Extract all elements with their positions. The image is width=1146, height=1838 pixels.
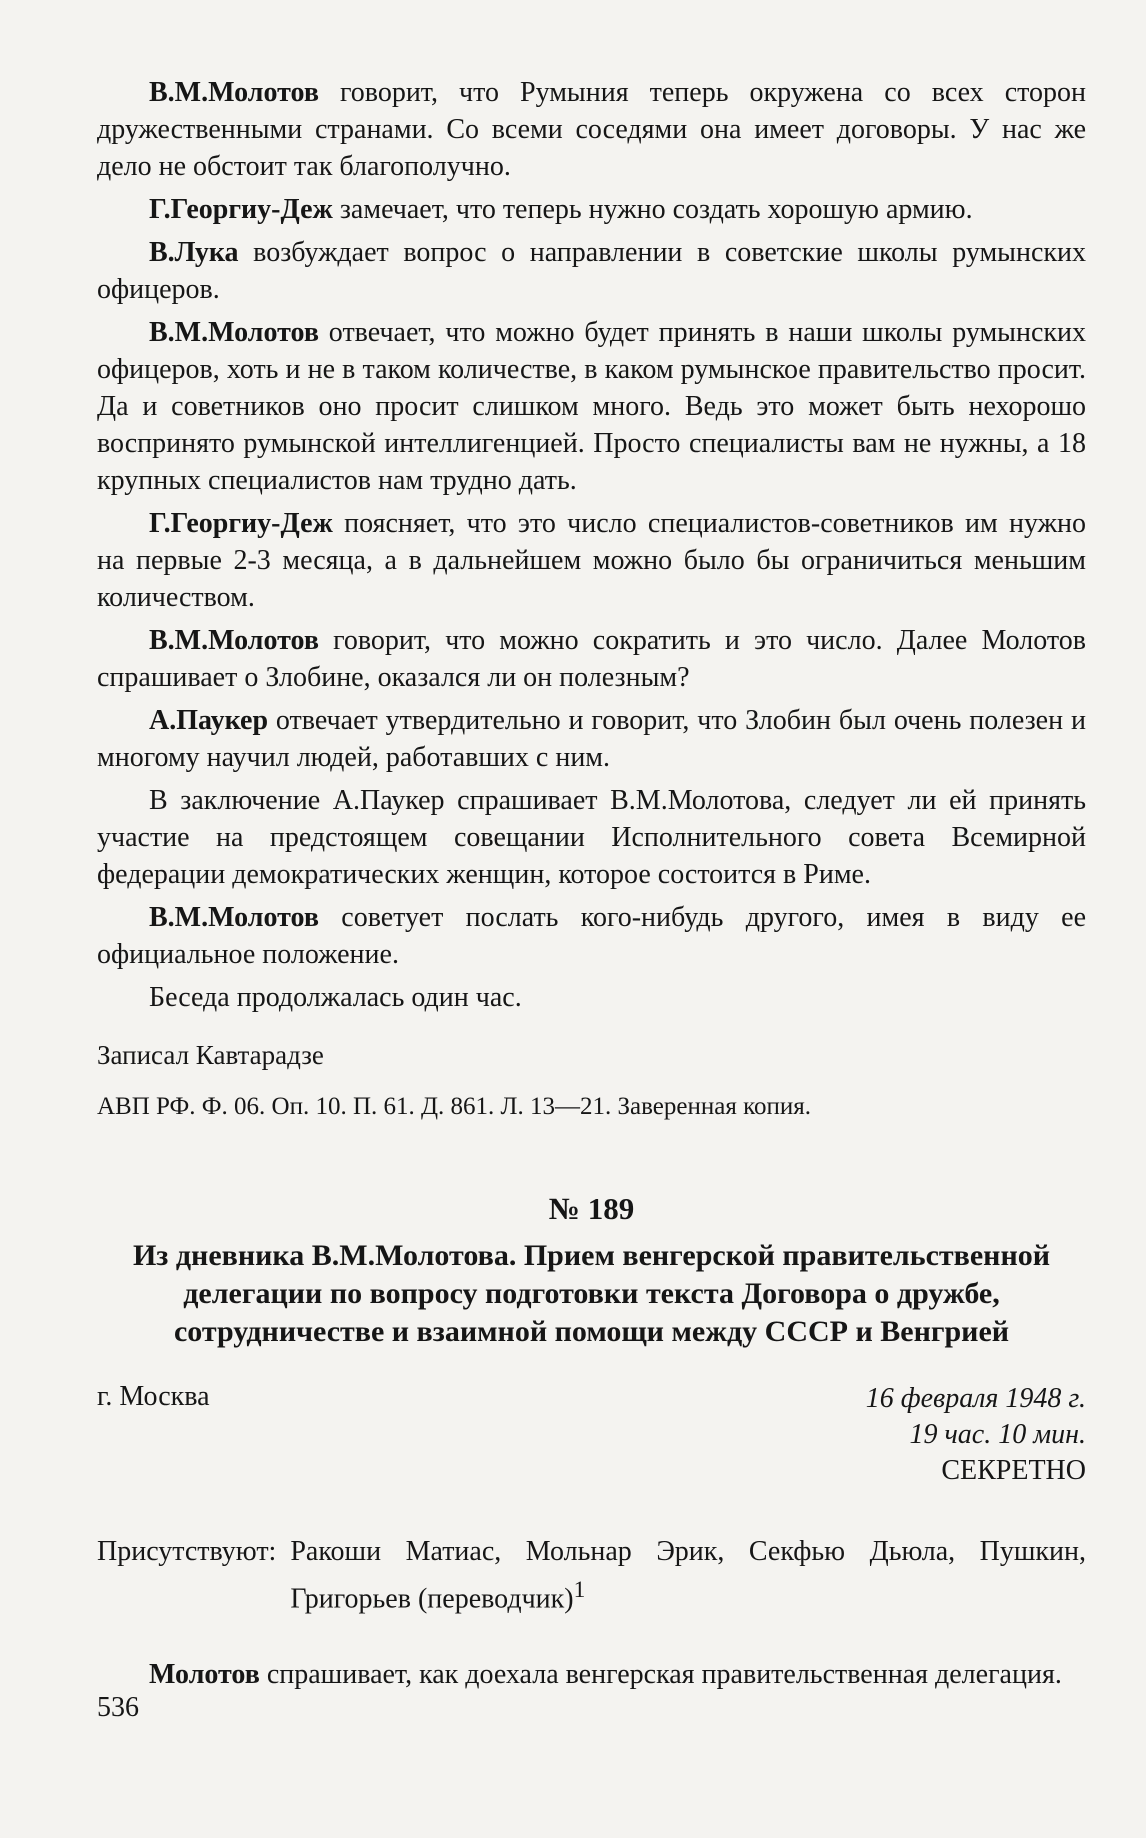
document-number: № 189 — [548, 1191, 635, 1226]
speaker-name: Г.Георгиу-Деж — [149, 194, 333, 225]
paragraph-text: спрашивает, как доехала венгерская правительственная делегация. — [259, 1659, 1062, 1691]
document-title: Из дневника В.М.Молотова. Прием венгерской правительственной делегации по вопросу подготовки текста Договора о дружбе, сотрудничестве и взаимной помощи между СССР и Венгрией — [132, 1239, 1051, 1348]
speaker-name: А.Паукер — [149, 705, 269, 736]
paragraph-text: возбуждает вопрос о направлении в советские школы румынских офицеров. — [97, 237, 1086, 305]
closing-text — [97, 1656, 1086, 1693]
speaker-name: В.М.Молотов — [149, 625, 319, 656]
footnote-marker: 1 — [573, 1577, 586, 1603]
paragraph — [97, 782, 1086, 893]
attendees-list: Ракоши Матиас, Мольнар Эрик, Секфью Дьюла, Пушкин, Григорьев (переводчик) — [290, 1536, 1086, 1615]
paragraph — [97, 74, 1086, 185]
speaker-name: В.М.Молотов — [149, 317, 319, 348]
speaker-name: В.Лука — [149, 237, 239, 268]
recorder-note: Записал Кавтарадзе — [97, 1040, 324, 1070]
paragraph — [97, 191, 1086, 228]
speaker-name: Г.Георгиу-Деж — [149, 508, 333, 539]
paragraph — [97, 899, 1086, 973]
paragraph — [97, 505, 1086, 616]
paragraph-text: говорит, что Румыния теперь окружена со всех сторон дружественными странами. Со всеми соседями она имеет договоры. У нас же дело не обстоит так благополучно. — [97, 77, 1086, 182]
paragraph-text: поясняет, что это число специалистов-советников им нужно на первые 2-3 месяца, а в дальнейшем можно было бы ограничиться меньшим количеством. — [97, 508, 1086, 613]
speaker-name: В.М.Молотов — [149, 902, 319, 933]
paragraph-text: говорит, что можно сократить и это число. Далее Молотов спрашивает о Злобине, оказался ли он полезным? — [97, 625, 1086, 693]
paragraph — [97, 702, 1086, 776]
page-number: 536 — [97, 1692, 139, 1723]
paragraph-text: Беседа продолжалась один час. — [149, 982, 522, 1013]
document-meta — [97, 1381, 1086, 1489]
paragraph-text: замечает, что теперь нужно создать хорошую армию. — [332, 194, 973, 225]
paragraph — [97, 622, 1086, 696]
paragraph — [97, 234, 1086, 308]
place: г. Москва — [97, 1381, 210, 1412]
body-text — [97, 74, 1086, 1016]
attendees — [97, 1533, 1086, 1618]
paragraph-text: отвечает утвердительно и говорит, что Злобин был очень полезен и многому научил людей, работавших с ним. — [97, 705, 1086, 773]
speaker-name: Молотов — [149, 1659, 260, 1691]
attendees-label: Присутствуют: — [97, 1536, 277, 1567]
speaker-name: В.М.Молотов — [149, 77, 319, 108]
classification-stamp: СЕКРЕТНО — [941, 1455, 1086, 1486]
paragraph — [97, 1656, 1086, 1693]
paragraph-text: В заключение А.Паукер спрашивает В.М.Молотова, следует ли ей принять участие на предстоящем совещании Исполнительного совета Всемирной федерации демократических женщин, которое состоится в Риме. — [97, 785, 1086, 890]
paragraph-text: советует послать кого-нибудь другого, имея в виду ее официальное положение. — [97, 902, 1086, 970]
date: 16 февраля 1948 г. — [865, 1383, 1086, 1414]
archive-reference: АВП РФ. Ф. 06. Оп. 10. П. 61. Д. 861. Л. 13—21. Заверенная копия. — [97, 1093, 811, 1120]
paragraph-text: отвечает, что можно будет принять в наши школы румынских офицеров, хоть и не в таком количестве, в каком румынское правительство просит. Да и советников оно просит слишком много. Ведь это может быть нехорошо воспринято румынской интеллигенцией. Просто специалисты вам не нужны, а 18 крупных специалистов нам трудно дать. — [97, 317, 1086, 496]
time: 19 час. 10 мин. — [909, 1419, 1086, 1450]
paragraph — [97, 314, 1086, 499]
paragraph — [97, 979, 1086, 1016]
date-block — [866, 1381, 1086, 1489]
attendees-names — [290, 1533, 1086, 1618]
